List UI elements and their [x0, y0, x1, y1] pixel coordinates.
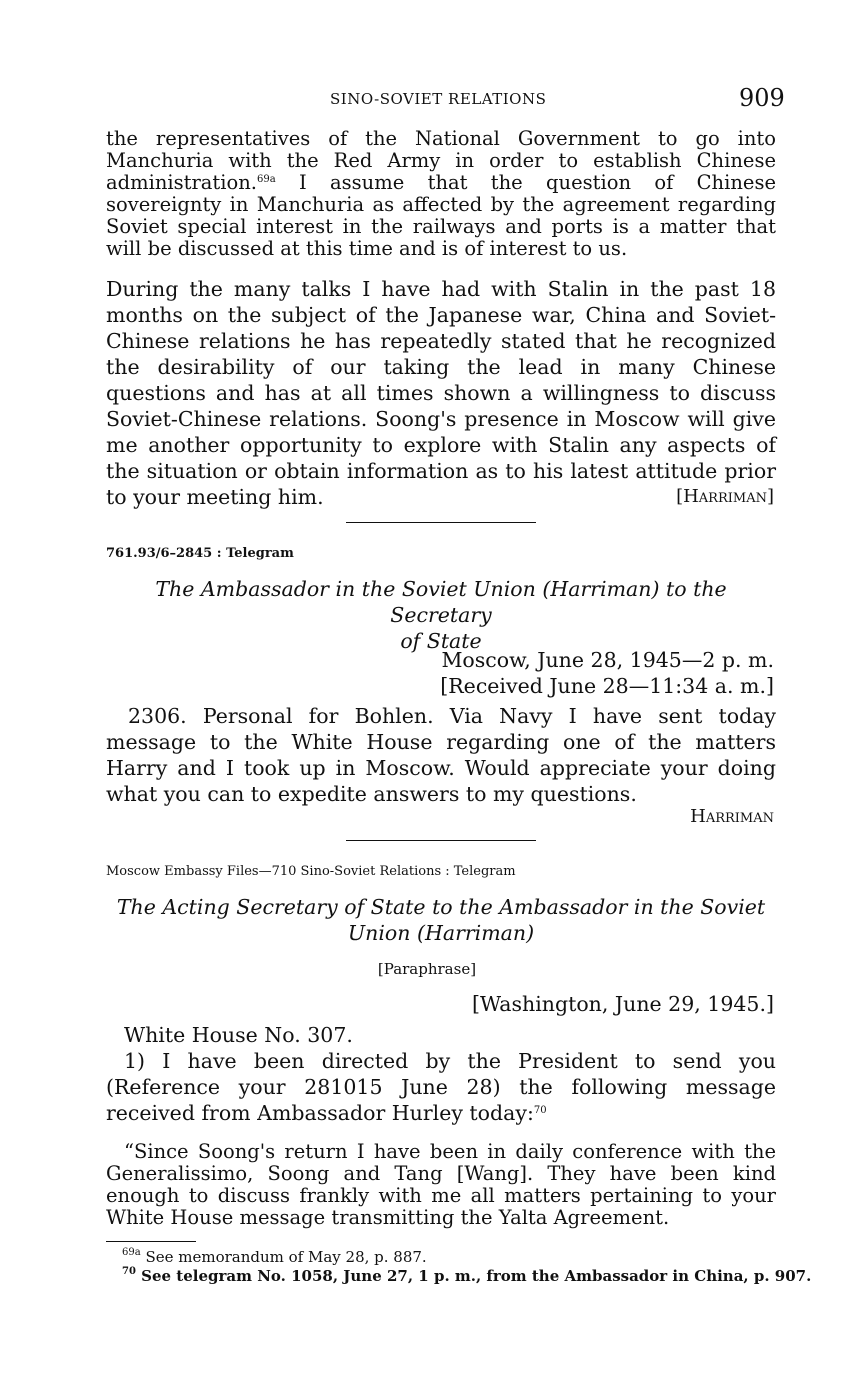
section-divider-2 [346, 840, 536, 841]
footnote-69a-text: See memorandum of May 28, p. 887. [145, 1248, 427, 1266]
body-2: 2306. Personal for Bohlen. Via Navy I have sent today message to the White House regarding one of the matters Harry and I took up in Moscow. Would appreciate your doing what you can to expedite answers to my questions. [106, 704, 776, 806]
place-date-3: [Washington, June 29, 1945.] [471, 992, 774, 1016]
quote-paragraph: “Since Soong's return I have been in daily conference with the Generalissimo, Soong and Tang [Wang]. They have been kind enough to discuss frankly with me all matters pertaining to your White House message transmitting the Yalta Agreement. [106, 1140, 776, 1229]
paragraph-1 [106, 128, 776, 260]
signature-2: Harriman [690, 806, 774, 827]
footnote-ref-70: 70 [533, 1105, 547, 1116]
paragraph-2: During the many talks I have had with Stalin in the past 18 months on the subject of the Japanese war, China and Soviet-Chinese relations he has repeatedly stated that he recognized the desirability of our taking the lead in many Chinese questions and has at all times shown a willingness to discuss Soviet-Chinese relations. Soong's presence in Moscow will give me another opportunity to explore with Stalin any aspects of the situation or obtain information as to his latest attitude prior to your meeting him. [106, 277, 776, 509]
paraphrase-label: [Paraphrase] [377, 960, 477, 978]
heading-3-line-1: The Acting Secretary of State to the Ambassador in the Soviet [116, 895, 766, 919]
running-head [0, 86, 854, 116]
received-2: [Received June 28—11:34 a. m.] [440, 674, 774, 698]
paragraph-1-text: the representatives of the National Government to go into Manchuria with the Red Army in order to establish Chinese administration. [106, 127, 776, 194]
section-divider-1 [346, 522, 536, 523]
footnote-69a [122, 1249, 427, 1266]
footnote-mark-69a: 69a [122, 1247, 141, 1258]
footnote-ref-69a: 69a [257, 174, 276, 185]
footnote-70 [122, 1268, 811, 1285]
heading-3-line-2: Union (Harriman) [347, 921, 535, 945]
white-house-number: White House No. 307. [124, 1023, 353, 1047]
place-date-2: Moscow, June 28, 1945—2 p. m. [441, 648, 774, 672]
running-head-title: SINO-SOVIET RELATIONS [330, 90, 547, 108]
file-reference-2: 761.93/6–2845 : Telegram [106, 546, 294, 561]
paragraph-1-text-2: I assume that the question of Chinese sovereignty in Manchuria as affected by the agreement regarding Soviet special interest in the railways and ports is a matter that will be discussed at this time and is of interest to us. [106, 171, 776, 260]
footnote-mark-70: 70 [122, 1266, 136, 1277]
document-heading-2 [106, 576, 776, 654]
file-reference-3: Moscow Embassy Files—710 Sino-Soviet Relations : Telegram [106, 864, 516, 879]
body-3 [106, 1048, 776, 1126]
body-3-text: 1) I have been directed by the President to send you (Reference your 281015 June 28) the following message received from Ambassador Hurley today: [106, 1049, 776, 1125]
signature-1: [Harriman] [676, 486, 774, 507]
document-heading-3 [106, 894, 776, 946]
footnote-rule [106, 1241, 196, 1242]
footnote-70-text: See telegram No. 1058, June 27, 1 p. m., from the Ambassador in China, p. 907. [141, 1267, 812, 1285]
page-number: 909 [739, 84, 785, 112]
heading-2-line-1: The Ambassador in the Soviet Union (Harriman) to the Secretary [155, 577, 727, 627]
heading-2-line-2: of State [400, 629, 482, 653]
